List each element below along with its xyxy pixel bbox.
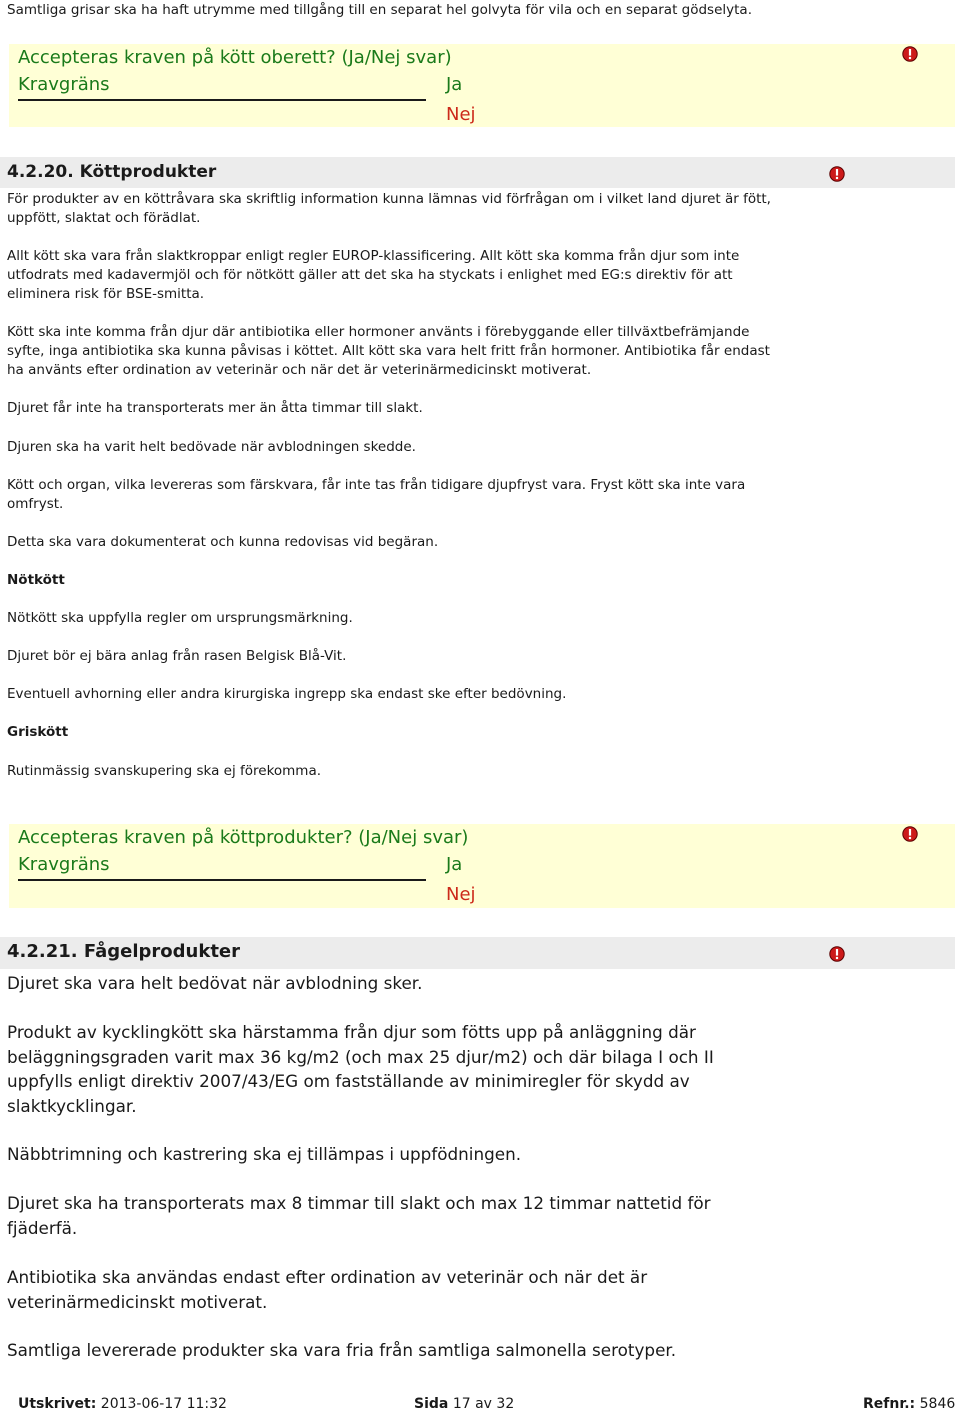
intro-paragraph: Samtliga grisar ska ha haft utrymme med tillgång till en separat hel golvyta för vila och en separat gödselyta.: [7, 2, 752, 18]
subheading-griskott: Griskött: [7, 724, 69, 740]
paragraph: Djuret ska vara helt bedövat när avblodning sker.: [7, 973, 423, 993]
paragraph: Produkt av kycklingkött ska härstamma från djur som fötts upp på anläggning där beläggningsgraden varit max 36 kg/m2 (och max 25 djur/m2) och där bilaga I och II uppfylls enligt direktiv 2007/43/EG om fastställande av minimiregler för skydd av slaktkycklingar.: [7, 1022, 714, 1116]
paragraph: Djuret ska ha transporterats max 8 timmar till slakt och max 12 timmar nattetid för fjäderfä.: [7, 1193, 711, 1238]
footer-page-of: av: [475, 1396, 492, 1412]
footer-page: [414, 1396, 514, 1412]
warning-icon: [829, 946, 845, 962]
threshold-label: Kravgräns: [18, 74, 110, 95]
section-title: 4.2.21. Fågelprodukter: [7, 941, 241, 962]
paragraph: Allt kött ska vara från slaktkroppar enligt regler EUROP-klassificering. Allt kött ska komma från djur som inte utfodrats med kadavermjöl och för nötkött gäller att det ska ha styckats i enlighet med EG:s direktiv för att eliminera risk för BSE-smitta.: [7, 248, 740, 302]
paragraph: Näbbtrimning och kastrering ska ej tillämpas i uppfödningen.: [7, 1144, 522, 1164]
paragraph: För produkter av en köttråvara ska skriftlig information kunna lämnas vid förfrågan om i vilket land djuret är fött, uppfött, slaktat och förädlat.: [7, 191, 771, 226]
answer-yes-option[interactable]: Ja: [446, 74, 463, 95]
footer-ref-value: 5846: [919, 1396, 956, 1412]
paragraph: Rutinmässig svanskupering ska ej förekomma.: [7, 763, 322, 779]
footer-ref-label: Refnr.:: [863, 1396, 916, 1412]
footer-page-num: 17: [452, 1396, 471, 1412]
footer-page-label: Sida: [414, 1396, 449, 1412]
footer-printed-value: 2013-06-17 11:32: [100, 1396, 227, 1412]
paragraph: Djuret får inte ha transporterats mer än åtta timmar till slakt.: [7, 400, 423, 416]
answer-no-option[interactable]: Nej: [446, 884, 476, 905]
subheading-notkott: Nötkött: [7, 572, 65, 588]
section-header-4-2-21: [0, 937, 955, 969]
threshold-underline: [18, 99, 426, 101]
paragraph: Nötkött ska uppfylla regler om ursprungsmärkning.: [7, 610, 353, 626]
paragraph: Detta ska vara dokumenterat och kunna redovisas vid begäran.: [7, 534, 439, 550]
answer-no-option[interactable]: Nej: [446, 104, 476, 125]
warning-icon: [829, 166, 845, 182]
footer-ref: [863, 1396, 955, 1412]
warning-icon: [902, 826, 918, 842]
threshold-label: Kravgräns: [18, 854, 110, 875]
paragraph: Antibiotika ska användas endast efter ordination av veterinär och när det är veterinärmedicinskt motiverat.: [7, 1267, 648, 1312]
paragraph: Djuret bör ej bära anlag från rasen Belgisk Blå-Vit.: [7, 648, 347, 664]
footer-printed-label: Utskrivet:: [18, 1396, 97, 1412]
footer-printed: [18, 1396, 227, 1412]
answer-box-kottprodukter: [9, 824, 955, 908]
threshold-underline: [18, 879, 426, 881]
section-title: 4.2.20. Köttprodukter: [7, 162, 217, 182]
paragraph: Eventuell avhorning eller andra kirurgiska ingrepp ska endast ske efter bedövning.: [7, 686, 567, 702]
paragraph: Samtliga levererade produkter ska vara fria från samtliga salmonella serotyper.: [7, 1340, 677, 1360]
footer-page-total: 32: [496, 1396, 515, 1412]
answer-yes-option[interactable]: Ja: [446, 854, 463, 875]
question-text: Accepteras kraven på köttprodukter? (Ja/Nej svar): [18, 827, 469, 848]
answer-box-kott-oberett: [9, 44, 955, 127]
paragraph: Kött och organ, vilka levereras som färskvara, får inte tas från tidigare djupfryst vara. Fryst kött ska inte vara omfryst.: [7, 477, 746, 512]
paragraph: Djuren ska ha varit helt bedövade när avblodningen skedde.: [7, 439, 416, 455]
section-header-4-2-20: [0, 157, 955, 188]
paragraph: Kött ska inte komma från djur där antibiotika eller hormoner använts i förebyggande eller tillväxtbefrämjande syfte, inga antibiotika ska kunna påvisas i köttet. Allt kött ska vara helt fritt från hormoner. Antibiotika får endast ha använts efter ordination av veterinär och när det är veterinärmedicinskt motiverat.: [7, 324, 770, 378]
warning-icon: [902, 46, 918, 62]
question-text: Accepteras kraven på kött oberett? (Ja/Nej svar): [18, 47, 452, 68]
